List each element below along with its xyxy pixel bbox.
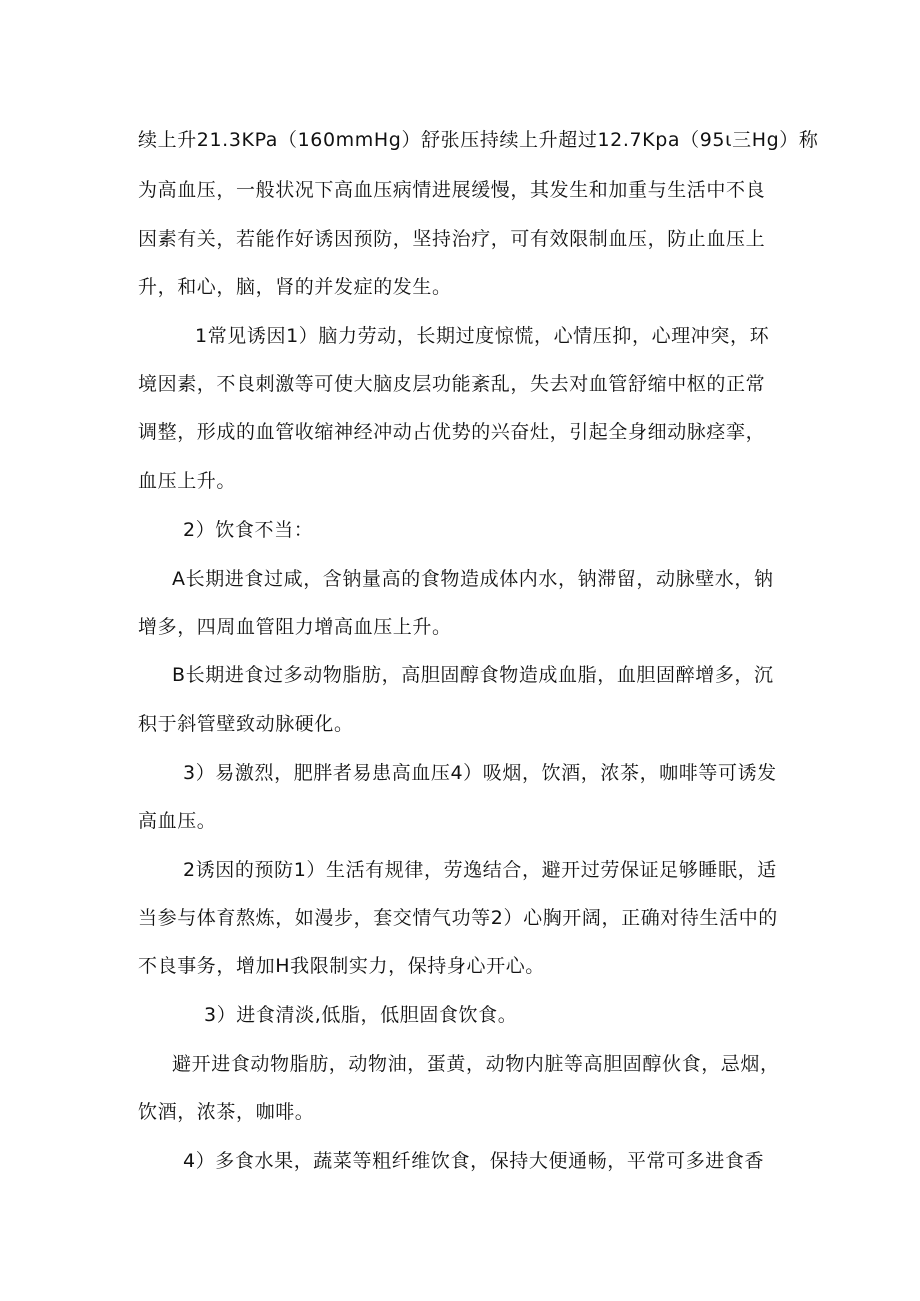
- text-line: 3）易激烈，肥胖者易患高血压4）吸烟，饮酒，浓茶，咖啡等可诱发: [183, 762, 777, 784]
- text-line: 积于斜管壁致动脉硬化。: [138, 713, 354, 735]
- text-line: 2）饮食不当：: [183, 519, 314, 541]
- text-line: 调整，形成的血管收缩神经冲动占优势的兴奋灶，引起全身细动脉痉挛，: [138, 421, 766, 443]
- text-line: 高血压。: [138, 810, 217, 832]
- text-line: 2诱因的预防1）生活有规律，劳逸结合，避开过劳保证足够睡眠，适: [183, 859, 777, 881]
- text-line: 为高血压，一般状况下高血压病情进展缓慢，其发生和加重与生活中不良: [138, 179, 766, 201]
- text-line: 避开进食动物脂肪，动物油，蛋黄，动物内脏等高胆固醇伙食，忌烟，: [172, 1053, 780, 1075]
- text-line: 饮酒，浓茶，咖啡。: [138, 1101, 315, 1123]
- text-line: 境因素，不良刺激等可使大脑皮层功能紊乱，失去对血管舒缩中枢的正常: [138, 373, 766, 395]
- text-line: A长期进食过咸，含钠量高的食物造成体内水，钠滞留，动脉壁水，钠: [172, 568, 774, 590]
- text-line: 1常见诱因1）脑力劳动，长期过度惊慌，心情压抑，心理冲突，环: [195, 325, 770, 347]
- text-line: 续上升21.3KPa（160mmHg）舒张压持续上升超过12.7Kpa（95ι三Hg）称: [138, 129, 819, 151]
- text-line: 当参与体育熬炼，如漫步，套交情气功等2）心胸开阔，正确对待生活中的: [138, 907, 778, 929]
- text-line: 3）进食清淡,低脂，低胆固食饮食。: [204, 1004, 518, 1026]
- text-line: 增多，四周血管阻力增高血压上升。: [138, 616, 452, 638]
- text-line: 血压上升。: [138, 470, 237, 492]
- text-line: 因素有关，若能作好诱因预防，坚持治疗，可有效限制血压，防止血压上: [138, 228, 766, 250]
- text-line: B长期进食过多动物脂肪，高胆固醇食物造成血脂，血胆固醉增多，沉: [172, 664, 774, 686]
- text-line: 不良事务，增加H我限制实力，保持身心开心。: [138, 955, 545, 977]
- text-line: 4）多食水果，蔬菜等粗纤维饮食，保持大便通畅，平常可多进食香: [183, 1150, 765, 1172]
- text-line: 升，和心，脑，肾的并发症的发生。: [138, 276, 452, 298]
